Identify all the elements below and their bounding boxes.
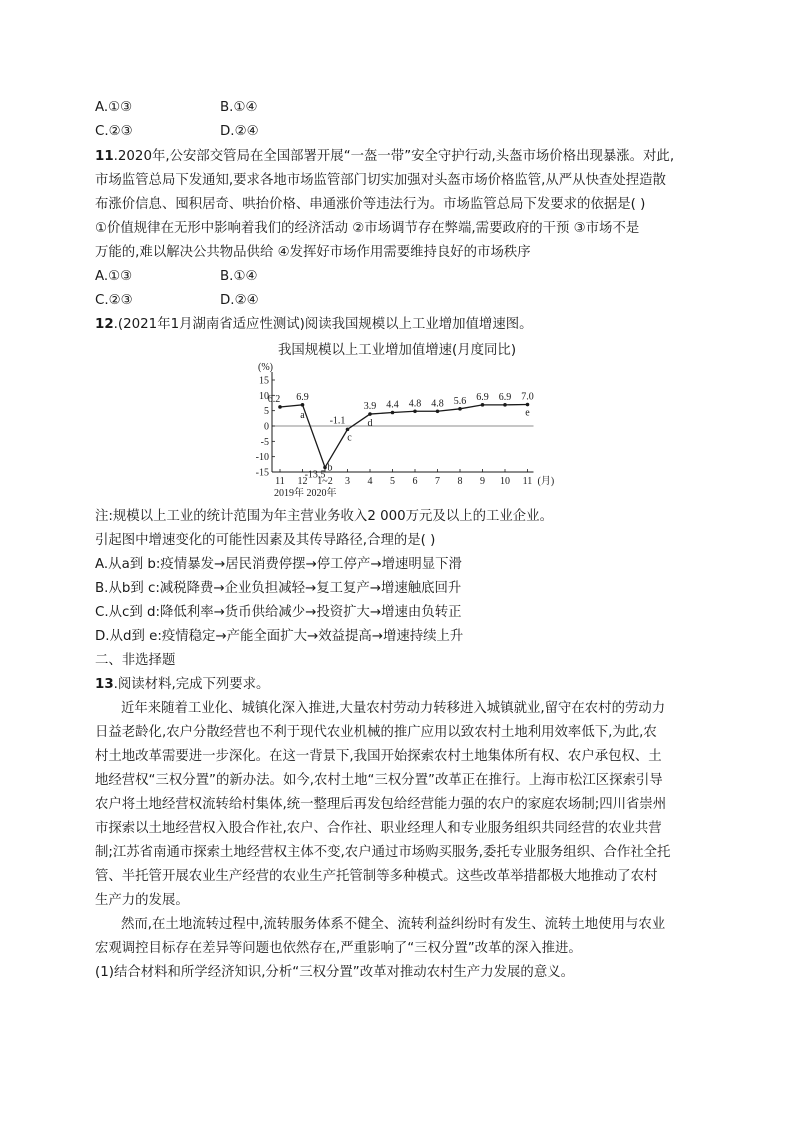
x-tick-label-1: 12	[297, 476, 308, 487]
q10-option-b[interactable]: B.①④	[220, 100, 258, 115]
q13-p1-line-9: 生产力的发展。	[95, 893, 189, 908]
q13-p1-line-7: 制;江苏省南通市探索土地经营权主体不变,农户通过市场购买服务,委托专业服务组织、合作社全托	[95, 845, 671, 860]
y-tick-label-2: 5	[264, 406, 269, 418]
q13-p2-line-2: 宏观调控目标存在差异等问题也依然存在,严重影响了“三权分置”改革的深入推进。	[95, 941, 582, 956]
x-tick-label-5: 5	[390, 476, 395, 487]
q11-line-2: 市场监管总局下发通知,要求各地市场监管部门切实加强对头盔市场价格监管,从严从快查处捏造散	[95, 173, 666, 188]
q11-stem-1: .2020年,公安部交管局在全国部署开展“一盔一带”安全守护行动,头盔市场价格出现暴涨。对此,	[113, 149, 675, 164]
x-tick-label-4: 4	[367, 476, 373, 487]
q12-option-c[interactable]: C.从c到 d:降低利率→货币供给减少→投资扩大→增速由负转正	[95, 605, 462, 620]
q12-option-a[interactable]: A.从a到 b:疫情暴发→居民消费停摆→停工停产→增速明显下滑	[95, 557, 462, 572]
data-point-9	[481, 403, 485, 407]
growth-line-chart	[250, 362, 555, 502]
point-letter-c: c	[347, 432, 352, 444]
y-tick-label-5: -10	[255, 452, 269, 464]
q12-question: 引起图中增速变化的可能性因素及其传导路径,合理的是( )	[95, 533, 436, 548]
data-point-7	[436, 409, 440, 413]
x-tick-label-0: 11	[275, 476, 285, 487]
section-heading: 二、非选择题	[95, 653, 176, 668]
q12-option-b[interactable]: B.从b到 c:减税降费→企业负担减轻→复工复产→增速触底回升	[95, 581, 462, 596]
q13-p1-line-1: 近年来随着工业化、城镇化深入推进,大量农村劳动力转移进入城镇就业,留守在农村的劳动力	[121, 701, 666, 716]
value-label-11: 7.0	[521, 391, 534, 403]
data-point-4	[368, 412, 372, 416]
q13-p2-line-1: 然而,在土地流转过程中,流转服务体系不健全、流转利益纠纷时有发生、流转土地使用与农业	[121, 917, 666, 932]
x-tick-label-2: 1~2	[317, 476, 333, 487]
q11-line-5: 万能的,难以解决公共物品供给 ④发挥好市场作用需要维持良好的市场秩序	[95, 245, 531, 260]
q13-stem-text: .阅读材料,完成下列要求。	[113, 677, 270, 692]
q13-p1-line-4: 地经营权“三权分置”的新办法。如今,农村土地“三权分置”改革正在推行。上海市松江区探索引导	[95, 773, 663, 788]
value-label-6: 4.8	[408, 398, 422, 410]
q13-stem	[95, 675, 269, 695]
q13-p1-line-2: 日益老龄化,农户分散经营也不利于现代农业机械的推广应用以致农村土地利用效率低下,为此,农	[95, 725, 657, 740]
data-point-10	[503, 403, 507, 407]
q13-number: 13	[95, 677, 114, 692]
data-point-6	[413, 409, 417, 413]
point-letter-e: e	[525, 407, 530, 419]
value-label-10: 6.9	[498, 391, 512, 403]
q11-line-3: 布涨价信息、囤积居奇、哄抬价格、串通涨价等违法行为。市场监管总局下发要求的依据是( )	[95, 197, 646, 212]
x-tick-label-7: 7	[435, 476, 440, 487]
x-tick-label-10: 10	[500, 476, 510, 487]
data-point-8	[458, 407, 462, 411]
q10-option-c[interactable]: C.②③	[95, 124, 133, 139]
q13-p1-line-8: 管、半托管开展农业生产经营的农业生产托管制等多种模式。这些改革举措都极大地推动了农村	[95, 869, 658, 884]
q11-number: 11	[95, 149, 114, 164]
q10-option-a[interactable]: A.①③	[95, 100, 133, 115]
y-tick-label-4: -5	[260, 436, 269, 448]
y-tick-label-1: 10	[259, 390, 269, 402]
q11-option-d[interactable]: D.②④	[220, 293, 259, 308]
data-point-1	[301, 403, 305, 407]
chart-title: 我国规模以上工业增加值增速(月度同比)	[277, 343, 517, 358]
data-point-0	[278, 405, 282, 409]
q12-stem-text: .(2021年1月湖南省适应性测试)阅读我国规模以上工业增加值增速图。	[113, 317, 533, 332]
q13-p1-line-6: 市探索以土地经营权入股合作社,农户、合作社、职业经理人和专业服务组织共同经营的农业共营	[95, 821, 662, 836]
value-label-4: 3.9	[363, 401, 377, 413]
x-tick-label-8: 8	[457, 476, 463, 487]
q11-option-b[interactable]: B.①④	[220, 269, 258, 284]
year-label-2019: 2019年	[274, 488, 304, 499]
q12-number: 12	[95, 317, 114, 332]
value-label-2: -13.5	[304, 469, 326, 481]
q11-option-c[interactable]: C.②③	[95, 293, 133, 308]
y-tick-label-0: 15	[259, 375, 269, 387]
data-point-3	[346, 428, 350, 432]
data-point-5	[391, 411, 395, 415]
x-axis-unit: (月)	[537, 476, 555, 487]
point-letter-a: a	[300, 409, 305, 421]
x-tick-label-9: 9	[480, 476, 485, 487]
q13-p1-line-5: 农户将土地经营权流转给村集体,统一整理后再发包给经营能力强的农户的家庭农场制;四川省崇州	[95, 797, 667, 812]
q13-subquestion-1: (1)结合材料和所学经济知识,分析“三权分置”改革对推动农村生产力发展的意义。	[95, 965, 574, 980]
y-axis-unit: (%)	[258, 362, 273, 373]
q11-option-a[interactable]: A.①③	[95, 269, 133, 284]
value-label-0: 6.2	[267, 393, 281, 405]
data-point-11	[526, 403, 530, 407]
q11-line-1	[95, 147, 674, 167]
value-label-5: 4.4	[386, 399, 399, 411]
point-letter-d: d	[367, 418, 373, 430]
value-label-8: 5.6	[453, 395, 467, 407]
x-tick-label-6: 6	[412, 476, 418, 487]
x-tick-label-11: 11	[522, 476, 533, 487]
q11-line-4: ①价值规律在无形中影响着我们的经济活动 ②市场调节存在弊端,需要政府的干预 ③市场不是	[95, 221, 640, 236]
q12-stem	[95, 315, 533, 335]
value-label-7: 4.8	[431, 398, 444, 410]
value-label-3: -1.1	[329, 415, 346, 427]
q13-p1-line-3: 村土地改革需要进一步深化。在这一背景下,我国开始探索农村土地集体所有权、农户承包权、土	[95, 749, 662, 764]
q10-option-d[interactable]: D.②④	[220, 124, 259, 139]
series-line	[280, 405, 528, 468]
x-tick-label-3: 3	[345, 476, 350, 487]
point-letter-b: b	[327, 462, 333, 474]
q12-option-d[interactable]: D.从d到 e:疫情稳定→产能全面扩大→效益提高→增速持续上升	[95, 629, 464, 644]
value-label-1: 6.9	[296, 391, 309, 403]
y-tick-label-3: 0	[264, 421, 269, 433]
y-tick-label-6: -15	[255, 467, 269, 479]
year-label-2020: 2020年	[306, 488, 337, 499]
value-label-9: 6.9	[476, 391, 489, 403]
q12-note: 注:规模以上工业的统计范围为年主营业务收入2 000万元及以上的工业企业。	[95, 509, 553, 524]
